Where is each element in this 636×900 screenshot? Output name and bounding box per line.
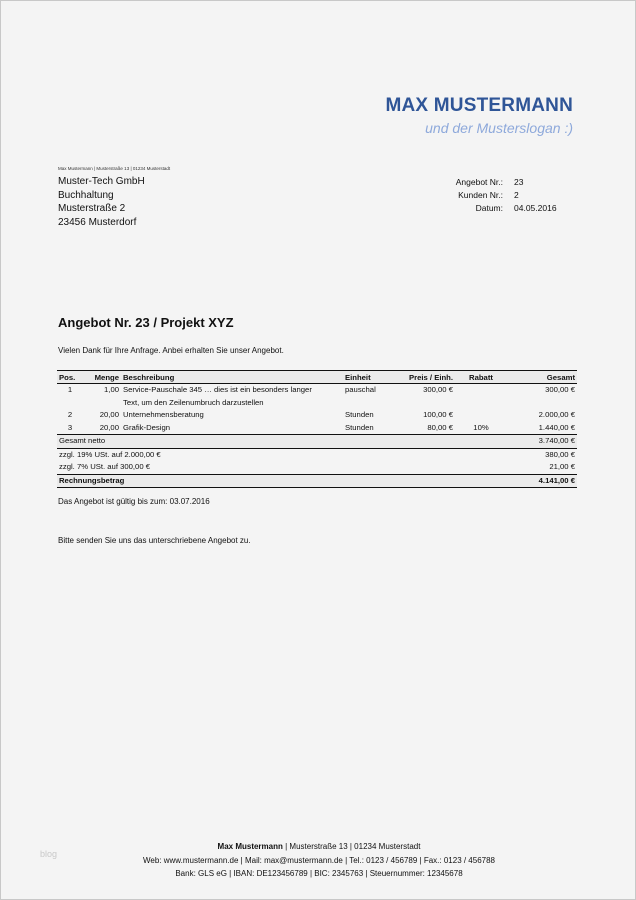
cell-price: 100,00 € xyxy=(423,410,453,419)
offer-meta xyxy=(431,176,557,215)
meta-date xyxy=(431,202,557,215)
cell-pos: 2 xyxy=(67,410,73,419)
cell-total: 300,00 € xyxy=(545,385,575,394)
summary-net-row xyxy=(57,435,577,449)
document-title: Angebot Nr. 23 / Projekt XYZ xyxy=(58,315,234,330)
table-header-row xyxy=(57,371,577,384)
recipient-city: 23456 Musterdorf xyxy=(58,216,137,228)
meta-label: Angebot Nr.: xyxy=(455,177,503,187)
summary-vat7-value: 21,00 € xyxy=(549,462,575,471)
validity-text: Das Angebot ist gültig bis zum: 03.07.2016 xyxy=(58,497,210,506)
cell-price: 80,00 € xyxy=(427,422,453,432)
footer-bank: Bank: GLS eG | IBAN: DE123456789 | BIC: 2345763 | Steuernummer: 12345678 xyxy=(175,869,463,878)
meta-offer-number xyxy=(431,176,557,189)
meta-value: 23 xyxy=(514,177,524,187)
intro-text: Vielen Dank für Ihre Anfrage. Anbei erhalten Sie unser Angebot. xyxy=(58,346,284,355)
cell-pos: 1 xyxy=(67,385,73,394)
cell-discount: 10% xyxy=(473,422,489,432)
meta-label: Datum: xyxy=(475,203,503,213)
header-desc: Beschreibung xyxy=(121,371,343,384)
cell-discount xyxy=(455,384,507,397)
brand-name: MAX MUSTERMANN xyxy=(385,95,573,116)
table-row xyxy=(57,384,577,397)
summary-vat7-row xyxy=(57,461,577,474)
cell-pos: 3 xyxy=(67,422,73,432)
header-qty: Menge xyxy=(83,371,121,384)
summary-net-label: Gesamt netto xyxy=(57,435,507,449)
summary-vat19-row xyxy=(57,448,577,461)
meta-label: Kunden Nr.: xyxy=(458,190,503,200)
cell-qty: 20,00 xyxy=(99,410,119,419)
meta-value: 04.05.2016 xyxy=(514,203,557,213)
recipient-street: Musterstraße 2 xyxy=(58,203,126,214)
cell-unit: Stunden xyxy=(345,422,374,432)
cell-desc: Grafik-Design xyxy=(123,422,170,432)
footer-contact: Web: www.mustermann.de | Mail: max@mustermann.de | Tel.: 0123 / 456789 | Fax.: 0123 / 456788 xyxy=(142,855,496,865)
table-row xyxy=(57,409,577,422)
summary-vat19-label: zzgl. 19% USt. auf 2.000,00 € xyxy=(59,449,161,459)
table-row xyxy=(57,422,577,435)
cell-unit: Stunden xyxy=(345,410,374,419)
request-text: Bitte senden Sie uns das unterschriebene Angebot zu. xyxy=(58,536,251,545)
items-table xyxy=(57,370,577,488)
summary-total-value: 4.141,00 € xyxy=(507,474,577,488)
footer xyxy=(1,840,636,881)
summary-total-row xyxy=(57,474,577,488)
summary-net-value: 3.740,00 € xyxy=(507,435,577,449)
header-unit: Einheit xyxy=(343,371,393,384)
recipient-address xyxy=(58,175,145,229)
header-discount: Rabatt xyxy=(455,371,507,384)
recipient-company: Muster-Tech GmbH xyxy=(58,176,145,187)
cell-discount xyxy=(455,409,507,422)
footer-address: | Musterstraße 13 | 01234 Musterstadt xyxy=(282,842,421,851)
cell-desc: Unternehmensberatung xyxy=(123,410,204,419)
cell-price: 300,00 € xyxy=(423,385,453,394)
summary-total-label: Rechnungsbetrag xyxy=(57,474,507,488)
table-row-continuation xyxy=(57,397,577,410)
cell-total: 1.440,00 € xyxy=(538,422,575,432)
cell-qty: 20,00 xyxy=(99,422,119,432)
header-pos: Pos. xyxy=(57,371,83,384)
brand-slogan: und der Musterslogan :) xyxy=(425,120,573,136)
cell-desc: Service-Pauschale 345 … dies ist ein besonders langer xyxy=(123,385,312,394)
watermark-text: blog xyxy=(40,849,58,859)
recipient-department: Buchhaltung xyxy=(58,189,114,201)
cell-qty: 1,00 xyxy=(104,385,119,394)
header-total: Gesamt xyxy=(507,371,577,384)
sender-return-line: Max Mustermann | Musterstraße 13 | 01234 Musterstadt xyxy=(58,166,171,171)
footer-name: Max Mustermann xyxy=(217,842,283,851)
footer-address-line xyxy=(1,840,636,854)
cell-desc-continued: Text, um den Zeilenumbruch darzustellen xyxy=(123,397,264,407)
summary-vat19-value: 380,00 € xyxy=(545,449,575,459)
header-price: Preis / Einh. xyxy=(393,371,455,384)
meta-value: 2 xyxy=(514,190,519,200)
cell-unit: pauschal xyxy=(345,385,376,394)
cell-total: 2.000,00 € xyxy=(538,410,575,419)
summary-vat7-label: zzgl. 7% USt. auf 300,00 € xyxy=(59,462,151,471)
meta-customer-number xyxy=(431,189,557,202)
